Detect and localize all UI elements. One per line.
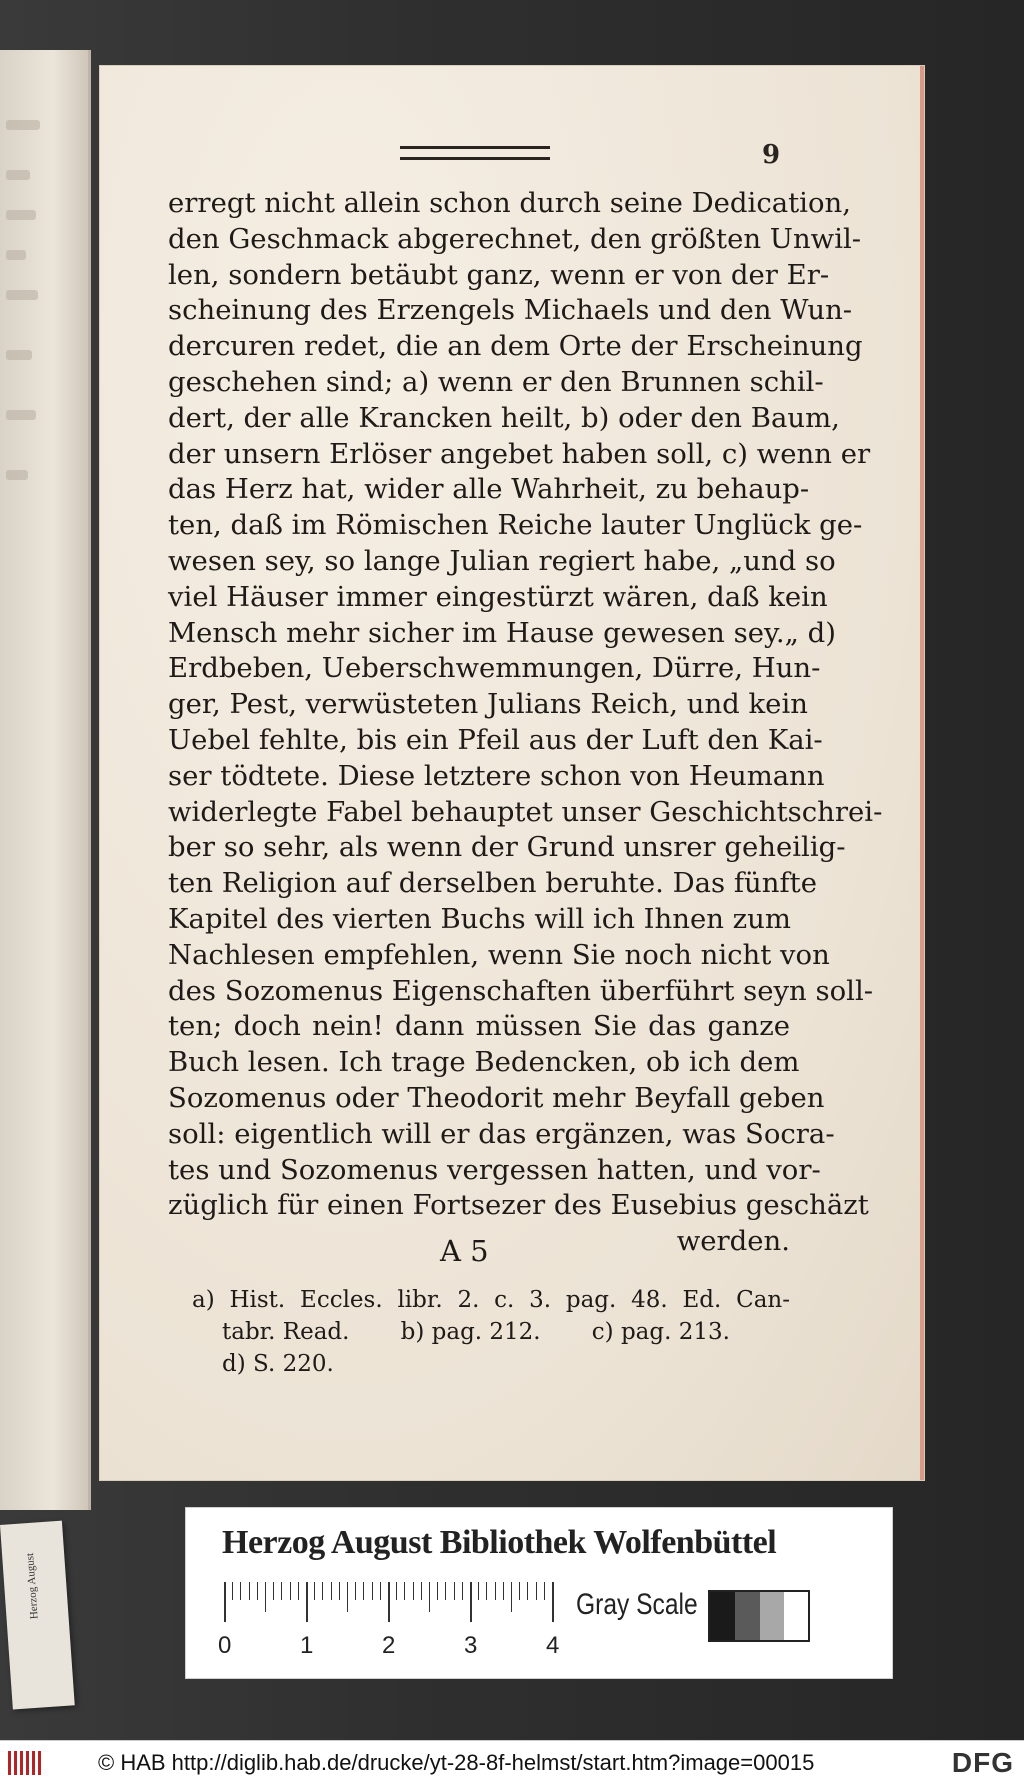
ruler-tick <box>445 1582 446 1600</box>
ruler-tick <box>240 1582 241 1600</box>
text-line: züglich für einen Fortsezer des Eusebius geschäzt <box>168 1189 869 1222</box>
footnote-line: d) S. 220. <box>222 1351 334 1377</box>
text-line: Sozomenus oder Theodorit mehr Beyfall geben <box>168 1081 825 1114</box>
ruler-tick <box>331 1582 332 1600</box>
ruler-tick <box>363 1582 364 1600</box>
facing-page-mark <box>6 470 28 480</box>
ruler-tick <box>355 1582 356 1600</box>
text-line: dercuren redet, die an dem Orte der Erscheinung <box>168 330 863 363</box>
color-card <box>186 1508 892 1678</box>
ruler-tick <box>372 1582 373 1600</box>
text-line: Buch lesen. Ich trage Bedencken, ob ich dem <box>168 1046 800 1079</box>
ruler-tick <box>281 1582 282 1600</box>
gray-scale-label: Gray Scale <box>576 1588 698 1621</box>
page-number: 9 <box>762 140 781 170</box>
ruler-tick <box>265 1582 266 1612</box>
ruler-tick <box>454 1582 455 1600</box>
footnote-line: a) Hist. Eccles. libr. 2. c. 3. pag. 48. Ed. Can- <box>192 1287 790 1313</box>
ruler-tick <box>380 1582 381 1600</box>
facing-page-mark <box>6 170 30 180</box>
catchword: werden. <box>676 1225 790 1258</box>
text-line: des Sozomenus Eigenschaften überführt seyn soll- <box>168 974 874 1007</box>
spine-label-text: Herzog August <box>24 1552 41 1620</box>
ruler-tick <box>503 1582 504 1600</box>
ruler-label: 3 <box>464 1632 478 1659</box>
text-line: ten, daß im Römischen Reiche lauter Unglück ge- <box>168 509 863 542</box>
text-line: Kapitel des vierten Buchs will ich Ihnen zum <box>168 902 791 935</box>
ruler-tick <box>519 1582 520 1600</box>
text-line: ten; doch nein! dann müssen Sie das ganze <box>168 1010 790 1043</box>
facing-page-mark <box>6 290 38 300</box>
signature-mark: A 5 <box>440 1234 489 1268</box>
footnote-line: tabr. Read. b) pag. 212. c) pag. 213. <box>222 1319 730 1345</box>
ruler-label: 4 <box>546 1632 560 1659</box>
text-line: Mensch mehr sicher im Hause gewesen sey.„ d) <box>168 616 836 649</box>
text-line: scheinung des Erzengels Michaels und den Wun- <box>168 294 853 327</box>
ruler-label: 2 <box>382 1632 396 1659</box>
footer-url[interactable]: © HAB http://diglib.hab.de/drucke/yt-28-8f-helmst/start.htm?image=00015 <box>98 1750 815 1775</box>
text-line: Nachlesen empfehlen, wenn Sie noch nicht von <box>168 938 830 971</box>
ruler-tick <box>224 1582 226 1622</box>
text-line: ten Religion auf derselben beruhte. Das fünfte <box>168 867 817 900</box>
gray-scale-frame <box>708 1590 810 1642</box>
ruler-tick <box>536 1582 537 1600</box>
text-line: Uebel fehlte, bis ein Pfeil aus der Luft den Kai- <box>168 723 823 756</box>
ruler-tick <box>478 1582 479 1600</box>
book-page <box>100 66 924 1480</box>
text-line: ber so sehr, als wenn der Grund unsrer geheilig- <box>168 831 846 864</box>
facing-page-mark <box>6 410 36 420</box>
ruler-tick <box>257 1582 258 1600</box>
facing-page-mark <box>6 250 26 260</box>
text-line: der unsern Erlöser angebet haben soll, c) wenn er <box>168 437 871 470</box>
ruler-tick <box>544 1582 545 1600</box>
text-line: ger, Pest, verwüsteten Julians Reich, und kein <box>168 688 808 721</box>
ruler-label: 1 <box>300 1632 314 1659</box>
facing-page-mark <box>6 210 36 220</box>
ruler-tick <box>404 1582 405 1600</box>
ruler-tick <box>421 1582 422 1600</box>
text-line: ser tödtete. Diese letztere schon von Heumann <box>168 759 825 792</box>
hab-logo-icon <box>8 1751 46 1775</box>
ruler-tick <box>306 1582 308 1622</box>
text-line: soll: eigentlich will er das ergänzen, was Socra- <box>168 1117 835 1150</box>
ruler-tick <box>552 1582 554 1622</box>
text-line: erregt nicht allein schon durch seine Dedication, <box>168 187 851 219</box>
facing-page-edge <box>0 50 91 1510</box>
ruler-tick <box>527 1582 528 1600</box>
ruler-tick <box>347 1582 348 1612</box>
text-line: widerlegte Fabel behauptet unser Geschichtschrei- <box>168 795 883 828</box>
text-line: len, sondern betäubt ganz, wenn er von der Er- <box>168 258 830 291</box>
ruler-tick <box>396 1582 397 1600</box>
facing-page-mark <box>6 350 32 360</box>
body-text <box>168 186 883 1260</box>
dfg-logo: DFG <box>951 1747 1014 1778</box>
ruler-tick <box>486 1582 487 1600</box>
ruler-tick <box>314 1582 315 1600</box>
text-line: dert, der alle Krancken heilt, b) oder den Baum, <box>168 401 840 434</box>
ruler-tick <box>290 1582 291 1600</box>
ruler-label: 0 <box>218 1632 232 1659</box>
ruler-tick <box>429 1582 430 1612</box>
text-line: das Herz hat, wider alle Wahrheit, zu behaup- <box>168 473 810 506</box>
footnotes <box>192 1284 790 1380</box>
text-line: den Geschmack abgerechnet, den größten Unwil- <box>168 222 862 255</box>
ruler-tick <box>413 1582 414 1600</box>
text-line: viel Häuser immer eingestürzt wären, daß kein <box>168 580 828 613</box>
ruler-tick <box>322 1582 323 1600</box>
text-line: tes und Sozomenus vergessen hatten, und vor- <box>168 1153 821 1186</box>
ruler-tick <box>511 1582 512 1612</box>
ruler-tick <box>462 1582 463 1600</box>
text-line: Erdbeben, Ueberschwemmungen, Dürre, Hun- <box>168 652 821 685</box>
ruler-tick <box>298 1582 299 1600</box>
footer-bar <box>0 1740 1024 1785</box>
ruler-tick <box>232 1582 233 1600</box>
text-line: wesen sey, so lange Julian regiert habe, „und so <box>168 544 836 577</box>
scale-ruler <box>224 1582 554 1624</box>
ruler-tick <box>495 1582 496 1600</box>
ruler-tick <box>470 1582 472 1622</box>
facing-page-mark <box>6 120 40 130</box>
header-rule <box>400 146 550 160</box>
ruler-tick <box>273 1582 274 1600</box>
ruler-tick <box>339 1582 340 1600</box>
library-name: Herzog August Bibliothek Wolfenbüttel <box>222 1524 777 1561</box>
ruler-tick <box>249 1582 250 1600</box>
ruler-tick <box>388 1582 390 1622</box>
spine-label-tab <box>0 1521 75 1710</box>
ruler-tick <box>437 1582 438 1600</box>
text-line: geschehen sind; a) wenn er den Brunnen schil- <box>168 365 824 398</box>
